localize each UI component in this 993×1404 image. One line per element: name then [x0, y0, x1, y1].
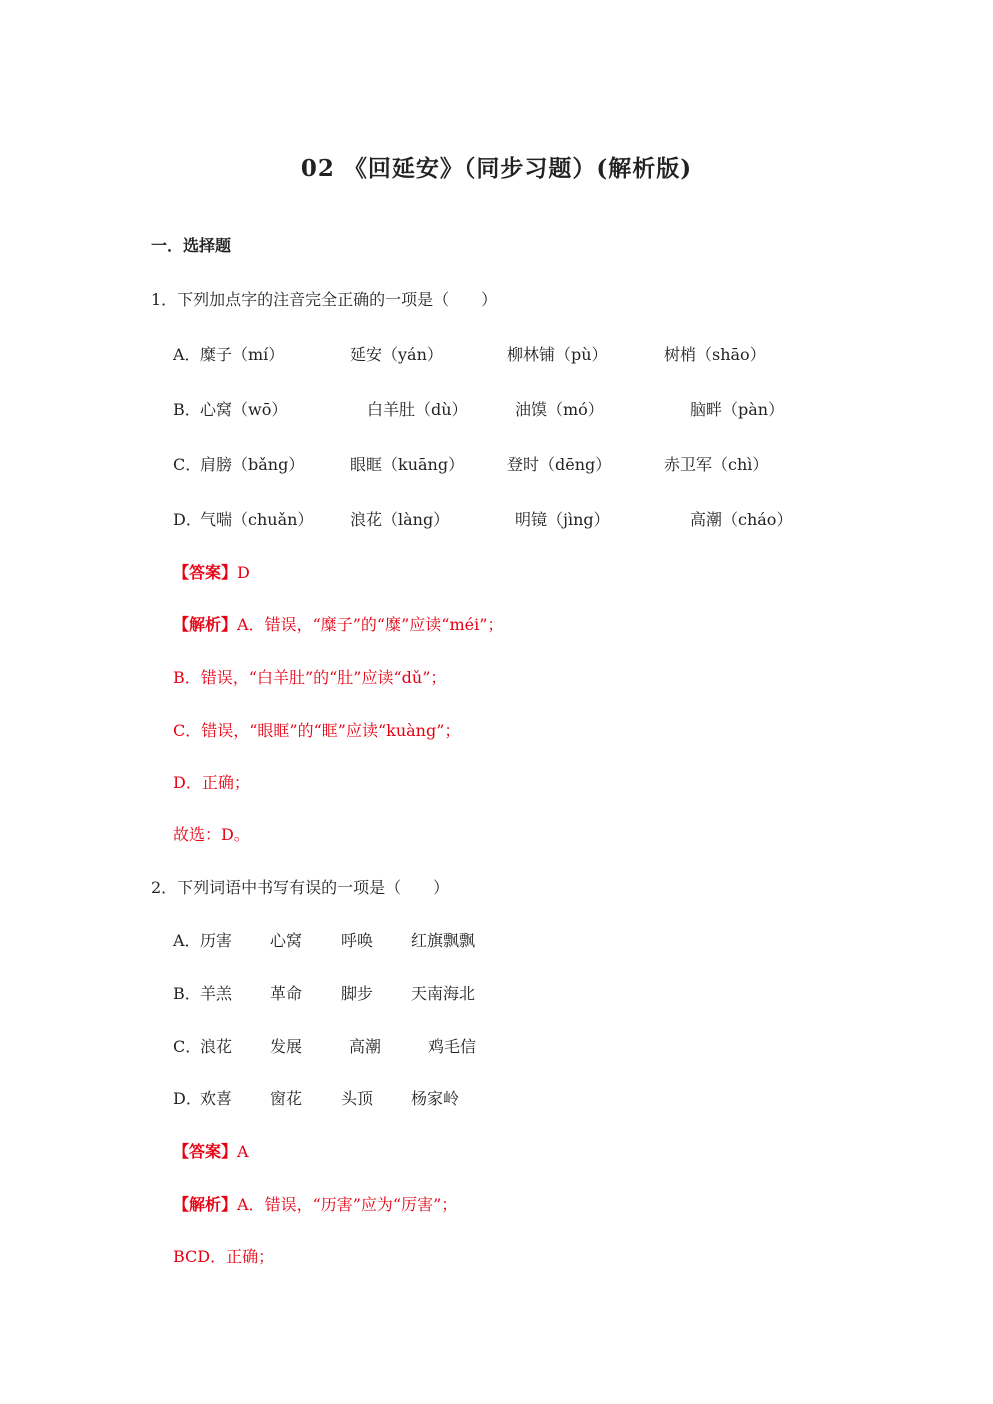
option-word: 登时（dēng）	[507, 455, 612, 474]
option-word: 历害	[200, 931, 233, 950]
option-word: 延安（yán）	[350, 345, 443, 364]
option-letter: B．	[173, 984, 201, 1003]
option-word: 眼眶（kuāng）	[350, 455, 465, 474]
option-word: 天南海北	[411, 984, 476, 1003]
option-letter: A．	[173, 931, 201, 950]
question-1-analysis-line: C．错误，“眼眶”的“眶”应读“kuàng”；	[173, 721, 461, 740]
option-word: 呼唤	[341, 931, 374, 950]
option-word: 高潮	[349, 1037, 382, 1056]
option-letter: B．	[173, 400, 201, 419]
analysis-tag: 【解析】	[173, 615, 238, 634]
option-letter: C．	[173, 1037, 202, 1056]
option-word: 明镜（jìng）	[515, 510, 610, 529]
question-2-stem: 2．下列词语中书写有误的一项是（ ）	[151, 878, 450, 897]
analysis-text: A．错误，“历害”应为“厉害”；	[237, 1195, 458, 1214]
analysis-text: A．错误，“糜子”的“糜”应读“méi”；	[237, 615, 504, 634]
option-word: 气喘（chuǎn）	[200, 510, 314, 529]
option-letter: D．	[173, 1089, 202, 1108]
question-1-analysis-line: B．错误，“白羊肚”的“肚”应读“dǔ”；	[173, 668, 447, 687]
question-2-analysis-line: BCD．正确；	[173, 1247, 275, 1266]
option-word: 柳林铺（pù）	[507, 345, 608, 364]
option-word: 欢喜	[200, 1089, 233, 1108]
analysis-tag: 【解析】	[173, 1195, 238, 1214]
option-word: 脑畔（pàn）	[690, 400, 785, 419]
option-word: 高潮（cháo）	[690, 510, 793, 529]
option-word: 革命	[270, 984, 303, 1003]
option-word: 红旗飘飘	[411, 931, 476, 950]
option-letter: D．	[173, 510, 202, 529]
option-word: 杨家岭	[411, 1089, 460, 1108]
option-letter: A．	[173, 345, 201, 364]
option-word: 脚步	[341, 984, 374, 1003]
option-word: 鸡毛信	[428, 1037, 477, 1056]
option-word: 树梢（shāo）	[664, 345, 766, 364]
option-word: 油馍（mó）	[515, 400, 604, 419]
answer-tag: 【答案】	[173, 563, 238, 582]
option-word: 糜子（mí）	[200, 345, 285, 364]
option-word: 浪花	[200, 1037, 233, 1056]
option-letter: C．	[173, 455, 202, 474]
option-word: 赤卫军（chì）	[664, 455, 769, 474]
question-1-conclusion: 故选：D。	[173, 825, 250, 844]
question-1-analysis-line	[173, 612, 503, 635]
answer-tag: 【答案】	[173, 1142, 238, 1161]
question-1-analysis-line: D．正确；	[173, 773, 250, 792]
option-word: 发展	[270, 1037, 303, 1056]
option-word: 浪花（làng）	[350, 510, 450, 529]
question-1-answer	[173, 560, 250, 583]
option-word: 心窝	[270, 931, 303, 950]
question-1-stem: 1．下列加点字的注音完全正确的一项是（ ）	[151, 290, 498, 309]
option-word: 羊羔	[200, 984, 233, 1003]
option-word: 白羊肚（dù）	[367, 400, 468, 419]
section-heading: 一．选择题	[151, 236, 232, 255]
option-word: 头顶	[341, 1089, 374, 1108]
question-2-analysis-line	[173, 1192, 457, 1215]
page-title: 02 《回延安》（同步习题）(解析版)	[300, 155, 693, 182]
option-word: 肩膀（bǎng）	[200, 455, 305, 474]
answer-value: D	[237, 563, 250, 582]
question-2-answer	[173, 1139, 249, 1162]
option-word: 窗花	[270, 1089, 303, 1108]
option-word: 心窝（wō）	[200, 400, 288, 419]
answer-value: A	[237, 1142, 249, 1161]
